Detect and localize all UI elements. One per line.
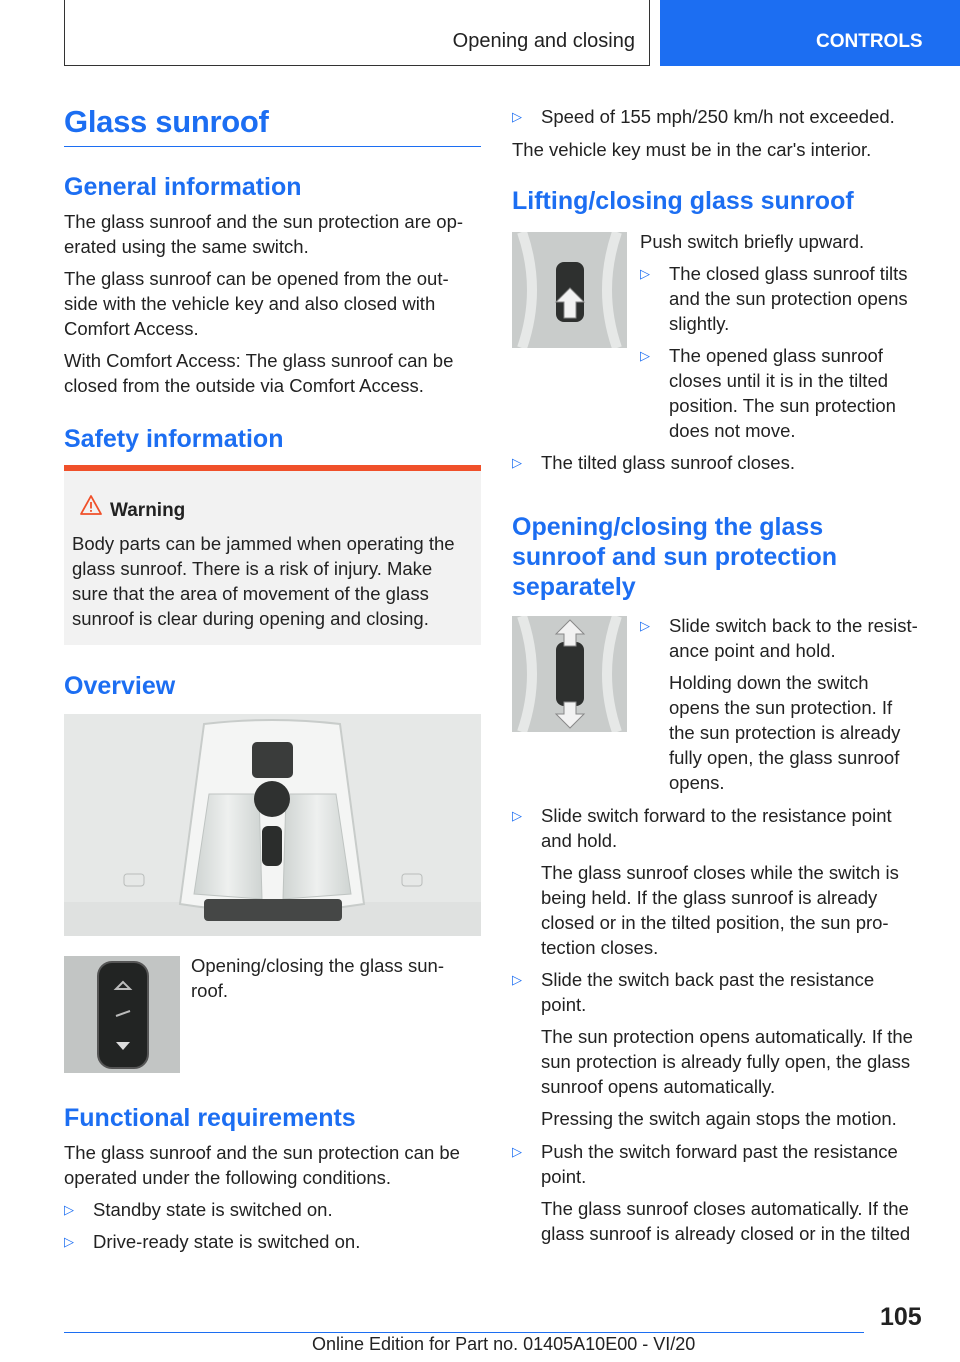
triangle-right-icon: ▷ xyxy=(640,618,650,633)
triangle-right-icon: ▷ xyxy=(512,109,522,124)
list-item: ▷ The opened glass sunroof closes until it is in the tilted position. The sun protection does not move. xyxy=(640,345,896,441)
page-title: Glass sunroof xyxy=(64,104,269,139)
triangle-right-icon: ▷ xyxy=(512,808,522,823)
sunroof-switch-image xyxy=(64,956,180,1073)
list-item: ▷ Push the switch forward past the resistance point. xyxy=(512,1141,898,1187)
list-item: ▷ The tilted glass sunroof closes. xyxy=(512,452,795,473)
safety-heading: Safety information xyxy=(64,425,284,453)
general-paragraph-2: The glass sunroof can be opened from the out- side with the vehicle key and also closed with Comfort Access. xyxy=(64,268,449,339)
general-paragraph-3: With Comfort Access: The glass sunroof can be closed from the outside via Comfort Access. xyxy=(64,350,454,396)
lifting-heading: Lifting/closing glass sunroof xyxy=(512,187,854,215)
controls-tab-label: CONTROLS xyxy=(816,31,923,52)
roof-console-image xyxy=(64,714,481,936)
list-item: ▷ Slide the switch back past the resistance point. xyxy=(512,969,875,1015)
triangle-right-icon: ▷ xyxy=(64,1202,74,1217)
list-item: ▷ The closed glass sunroof tilts and the sun protection opens slightly. xyxy=(640,263,908,334)
page-number: 105 xyxy=(880,1303,922,1331)
warning-triangle-icon xyxy=(80,495,102,515)
separately-b1-note: Holding down the switch opens the sun protection. If the sun protection is already fully open, the glass sunroof opens. xyxy=(669,672,901,793)
triangle-right-icon: ▷ xyxy=(640,348,650,363)
triangle-right-icon: ▷ xyxy=(512,972,522,987)
separately-b3-note-2: Pressing the switch again stops the motion. xyxy=(541,1108,897,1129)
separately-b2-note: The glass sunroof closes while the switch is being held. If the glass sunroof is already closed or in the tilted position, the sun pro- tection closes. xyxy=(541,862,899,958)
key-note: The vehicle key must be in the car's interior. xyxy=(512,139,872,160)
functional-heading: Functional requirements xyxy=(64,1104,356,1132)
separately-heading: Opening/closing the glass sunroof and sun protection separately xyxy=(512,513,837,601)
lifting-intro: Push switch briefly upward. xyxy=(640,231,865,252)
footer-edition: Online Edition for Part no. 01405A10E00 - VI/20 xyxy=(312,1334,696,1354)
list-item: ▷ Slide switch back to the resist- ance point and hold. xyxy=(640,615,918,661)
triangle-right-icon: ▷ xyxy=(640,266,650,281)
footer-rule xyxy=(64,1332,864,1333)
warning-title: Warning xyxy=(110,500,186,521)
separately-b3-note: The sun protection opens automatically. If the sun protection is already fully open, the glass sunroof opens automatically. xyxy=(541,1026,913,1097)
controls-tab[interactable] xyxy=(660,0,960,66)
list-item: ▷ Slide switch forward to the resistance point and hold. xyxy=(512,805,892,851)
warning-text: Body parts can be jammed when operating the glass sunroof. There is a risk of injury. Make sure that the area of movement of the glass sunroof is clear during opening and closing. xyxy=(72,533,455,629)
triangle-right-icon: ▷ xyxy=(64,1234,74,1249)
functional-paragraph: The glass sunroof and the sun protection can be operated under the following conditions. xyxy=(64,1142,460,1188)
list-item: ▷ Drive-ready state is switched on. xyxy=(64,1231,361,1252)
separately-b4-note: The glass sunroof closes automatically. If the glass sunroof is already closed or in the tilted xyxy=(541,1198,911,1244)
list-item: ▷ Speed of 155 mph/250 km/h not exceeded. xyxy=(512,106,895,127)
overview-heading: Overview xyxy=(64,672,176,700)
title-rule xyxy=(64,146,481,147)
overview-caption: Opening/closing the glass sun- roof. xyxy=(191,955,444,1001)
triangle-right-icon: ▷ xyxy=(512,455,522,470)
general-paragraph-1: The glass sunroof and the sun protection are op- erated using the same switch. xyxy=(64,211,464,257)
warning-box xyxy=(64,465,481,645)
switch-up-image xyxy=(512,232,627,348)
header-box xyxy=(64,0,650,66)
section-title: Opening and closing xyxy=(452,30,635,52)
general-heading: General information xyxy=(64,173,302,201)
switch-slide-image xyxy=(512,616,627,732)
list-item: ▷ Standby state is switched on. xyxy=(64,1199,333,1220)
triangle-right-icon: ▷ xyxy=(512,1144,522,1159)
